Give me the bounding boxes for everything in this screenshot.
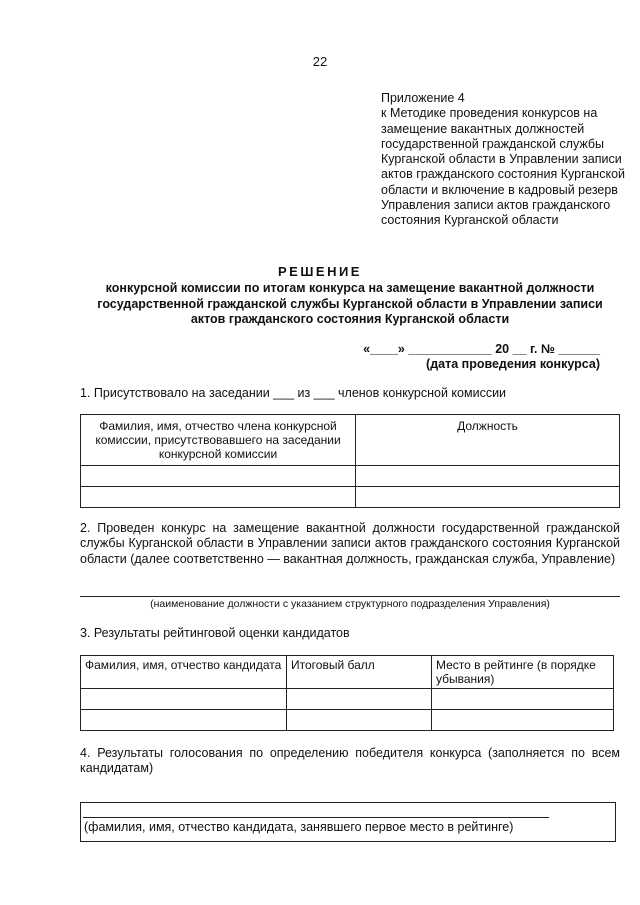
table-cell[interactable] — [356, 487, 620, 508]
appendix-block — [381, 91, 626, 229]
page-number: 22 — [312, 54, 328, 69]
table-row — [81, 689, 614, 710]
date-number-line: «____» ____________ 20 __ г. № ______ — [363, 342, 600, 356]
section2-text: 2. Проведен конкурс на замещение вакантной должности государственной гражданской службы Курганской области в Управлении записи актов гражданского состояния Курганской области (далее соответственно — вакантная должность, гражданская служба, Управление) — [80, 521, 620, 566]
table-cell[interactable] — [287, 710, 432, 731]
document-subheading: конкурсной комиссии по итогам конкурса на замещение вакантной должности государственной гражданской службы Курганской области в Управлении записи актов гражданского состояния Курганской области — [97, 281, 603, 327]
table-cell[interactable] — [81, 689, 287, 710]
table-cell[interactable] — [287, 689, 432, 710]
rating-table — [80, 655, 614, 731]
table-cell[interactable] — [81, 466, 356, 487]
position-name-line[interactable] — [80, 596, 620, 597]
appendix-text: к Методике проведения конкурсов на замещение вакантных должностей государственной гражданской службы Курганской области в Управлении записи актов гражданского состояния Курганской области и включение в кадровый резерв Управления записи актов гражданского состояния Курганской области — [381, 106, 626, 228]
table-cell[interactable] — [81, 710, 287, 731]
section1-text: 1. Присутствовало на заседании ___ из ___ членов конкурсной комиссии — [80, 386, 507, 400]
appendix-title: Приложение 4 — [381, 91, 465, 105]
position-name-caption: (наименование должности с указанием структурного подразделения Управления) — [150, 598, 550, 610]
date-caption: (дата проведения конкурса) — [426, 357, 600, 371]
table-row — [81, 487, 620, 508]
section3-text: 3. Результаты рейтинговой оценки кандидатов — [80, 626, 350, 640]
table-cell[interactable] — [356, 466, 620, 487]
members-table-header-position: Должность — [356, 415, 620, 466]
table-cell[interactable] — [432, 689, 614, 710]
winner-name-line[interactable] — [83, 817, 549, 818]
section4-text: 4. Результаты голосования по определению победителя конкурса (заполняется по всем кандидатам) — [80, 746, 620, 776]
table-row — [81, 466, 620, 487]
rating-table-header-name: Фамилия, имя, отчество кандидата — [81, 656, 287, 689]
rating-table-header-score: Итоговый балл — [287, 656, 432, 689]
rating-table-header-place: Место в рейтинге (в порядке убывания) — [432, 656, 614, 689]
winner-caption: (фамилия, имя, отчество кандидата, занявшего первое место в рейтинге) — [84, 820, 514, 834]
table-cell[interactable] — [81, 487, 356, 508]
commission-members-table — [80, 414, 620, 508]
date-block — [330, 342, 600, 372]
winner-box — [80, 802, 616, 842]
table-row — [81, 710, 614, 731]
document-heading: РЕШЕНИЕ — [278, 264, 362, 279]
members-table-header-name: Фамилия, имя, отчество члена конкурсной комиссии, присутствовавшего на заседании конкурсной комиссии — [81, 415, 356, 466]
table-cell[interactable] — [432, 710, 614, 731]
